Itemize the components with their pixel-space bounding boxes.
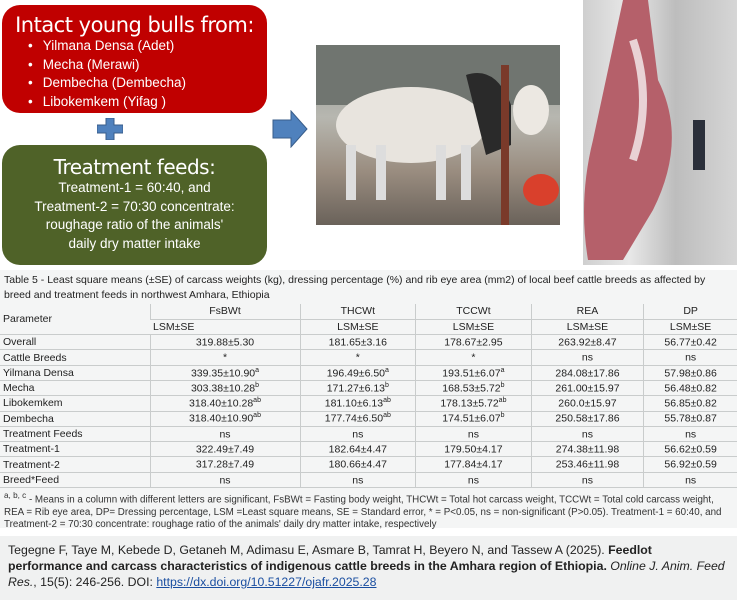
table-header-row: [0, 304, 737, 319]
feeds-box: [2, 145, 267, 265]
row-label: Yilmana Densa: [0, 365, 150, 380]
significance-letter: ab: [383, 397, 391, 405]
feeds-title: Treatment feeds:: [53, 155, 216, 179]
cell-value: 178.67±2.95: [444, 336, 503, 349]
table-cell: [644, 335, 737, 350]
feeds-line: daily dry matter intake: [68, 235, 201, 251]
significance-letter: b: [500, 381, 505, 389]
significance-letter: ab: [253, 412, 261, 420]
cell-value: ns: [581, 474, 594, 487]
cell-value: 174.51±6.07: [442, 412, 501, 425]
cell-value: *: [355, 351, 360, 364]
cell-value: ns: [352, 474, 364, 487]
table-cell: [531, 472, 644, 487]
bull-item: • Libokemkem (Yifag ): [42, 93, 267, 112]
table-cell: [416, 365, 532, 380]
row-label: Dembecha: [0, 411, 150, 426]
cell-value: ns: [352, 428, 364, 441]
cell-value: 303.38±10.28: [190, 382, 256, 395]
table-cell: [150, 426, 300, 441]
table-cell: [416, 442, 532, 457]
citation-details: , 15(5): 246-256. DOI:: [33, 575, 157, 589]
table-cell: [644, 426, 737, 441]
bull-illustration: [316, 45, 560, 225]
feeds-line: roughage ratio of the animals': [45, 217, 224, 232]
citation: Tegegne F, Taye M, Kebede D, Getaneh M, Adimasu E, Asmare B, Tamrat H, Beyero N, and Tassew A (2025). Feedlot performance and carcass characteristics of indigenous cattle breeds in the Amhara region of Ethiopia. Online J. Anim. Feed Res., 15(5): 246-256. DOI: https://dx.doi.org/10.51227/ojafr.2025.28: [0, 536, 737, 600]
cell-value: ns: [467, 474, 479, 487]
cell-value: 318.40±10.28: [189, 397, 254, 410]
citation-authors: Tegegne F, Taye M, Kebede D, Getaneh M, Adimasu E, Asmare B, Tamrat H, Beyero N, and Tassew A (2025).: [8, 543, 609, 557]
significance-letter: ab: [253, 397, 261, 405]
row-label: Treatment-1: [0, 442, 150, 457]
significance-letter: b: [500, 412, 505, 420]
table-row: [0, 365, 737, 380]
cell-value: 181.65±3.16: [328, 336, 387, 349]
footnote-superscript: a, b, c: [4, 491, 27, 501]
results-table-panel: [0, 270, 737, 531]
plus-icon: [97, 118, 123, 140]
cell-value: 274.38±11.98: [555, 443, 620, 456]
cell-value: 284.08±17.86: [555, 367, 620, 380]
bulls-box: [2, 5, 267, 113]
cell-value: ns: [581, 428, 594, 441]
feeds-line: Treatment-1 = 60:40, and: [58, 180, 211, 195]
table-cell: [150, 396, 300, 411]
cell-value: 182.64±4.47: [328, 443, 387, 456]
table-cell: [300, 350, 416, 365]
table-row: [0, 426, 737, 441]
bull-item: • Mecha (Merawi): [42, 56, 267, 75]
cell-value: ns: [467, 428, 479, 441]
cell-value: 253.46±11.98: [555, 458, 620, 471]
carcass-photo: [583, 0, 737, 265]
cell-value: ns: [685, 474, 697, 487]
significance-letter: ab: [383, 412, 391, 420]
cell-value: 318.40±10.90: [189, 412, 254, 425]
table-cell: [300, 426, 416, 441]
table-cell: [300, 472, 416, 487]
cell-value: 261.00±15.97: [555, 382, 620, 395]
table-row: [0, 472, 737, 487]
row-label: Mecha: [0, 380, 150, 395]
table-cell: [416, 380, 532, 395]
table-cell: [531, 411, 644, 426]
cell-value: 193.51±6.07: [442, 367, 501, 380]
table-cell: [416, 411, 532, 426]
cell-value: 55.78±0.87: [664, 412, 717, 425]
table-cell: [644, 472, 737, 487]
significance-letter: ab: [498, 397, 507, 405]
table-cell: [644, 457, 737, 472]
cell-value: 56.77±0.42: [664, 336, 717, 349]
bull-item: • Dembecha (Dembecha): [42, 74, 267, 93]
results-table: [0, 304, 737, 488]
bull-item: • Yilmana Densa (Adet): [42, 37, 267, 56]
table-row: [0, 335, 737, 350]
table-cell: [150, 335, 300, 350]
table-cell: [150, 457, 300, 472]
cell-value: 319.88±5.30: [195, 336, 255, 349]
cell-value: 180.66±4.47: [328, 458, 387, 471]
table-row: [0, 411, 737, 426]
cell-value: 56.62±0.59: [664, 443, 717, 456]
table-caption: Table 5 - Least square means (±SE) of carcass weights (kg), dressing percentage (%) and rib eye area (mm2) of local beef cattle breeds as affected by breed and treatment feeds in northwest Amhara, Ethiopia: [4, 274, 706, 301]
row-label: Cattle Breeds: [0, 350, 150, 365]
header-col: REA: [531, 304, 644, 319]
table-cell: [644, 411, 737, 426]
subheader: LSM±SE: [531, 319, 644, 334]
cell-value: 250.58±17.86: [555, 412, 620, 425]
table-row: [0, 442, 737, 457]
table-cell: [416, 396, 532, 411]
citation-journal: Online J. Anim. Feed Res.: [8, 559, 725, 589]
cell-value: *: [222, 351, 228, 364]
cell-value: ns: [685, 351, 697, 364]
citation-title: Feedlot performance and carcass characteristics of indigenous cattle breeds in the Amhara region of Ethiopia: [8, 543, 652, 573]
cell-value: *: [471, 351, 476, 364]
significance-letter: a: [500, 366, 505, 374]
cell-value: ns: [219, 474, 231, 487]
table-cell: [531, 426, 644, 441]
table-cell: [416, 426, 532, 441]
table-cell: [531, 457, 644, 472]
row-label: Libokemkem: [0, 396, 150, 411]
bulls-title: Intact young bulls from:: [15, 13, 254, 37]
significance-letter: b: [385, 381, 389, 389]
table-cell: [644, 380, 737, 395]
header-col: FsBWt: [150, 304, 300, 319]
cell-value: 56.85±0.82: [664, 397, 717, 410]
table-cell: [644, 442, 737, 457]
table-cell: [150, 411, 300, 426]
row-label: Overall: [0, 335, 150, 350]
significance-letter: a: [255, 366, 260, 374]
header-col: THCWt: [300, 304, 416, 319]
table-cell: [531, 350, 644, 365]
table-cell: [644, 365, 737, 380]
bull-photo: [316, 45, 560, 225]
table-cell: [644, 350, 737, 365]
cell-value: 263.92±8.47: [558, 336, 617, 349]
table-cell: [416, 472, 532, 487]
table-cell: [150, 380, 300, 395]
row-label: Treatment Feeds: [0, 426, 150, 441]
header-col: TCCWt: [416, 304, 532, 319]
row-label: Breed*Feed: [0, 472, 150, 487]
carcass-illustration: [583, 0, 737, 265]
table-cell: [531, 365, 644, 380]
significance-letter: b: [255, 381, 260, 389]
subheader: LSM±SE: [644, 319, 737, 334]
table-cell: [150, 350, 300, 365]
table-cell: [416, 457, 532, 472]
row-label: Treatment-2: [0, 457, 150, 472]
table-cell: [416, 350, 532, 365]
table-cell: [300, 396, 416, 411]
table-cell: [531, 380, 644, 395]
table-cell: [531, 396, 644, 411]
table-cell: [531, 442, 644, 457]
cell-value: ns: [581, 351, 594, 364]
subheader: LSM±SE: [300, 319, 416, 334]
table-cell: [300, 380, 416, 395]
table-cell: [531, 335, 644, 350]
cell-value: 339.35±10.90: [190, 367, 256, 380]
cell-value: 57.98±0.86: [664, 367, 717, 380]
cell-value: 196.49±6.50: [326, 367, 386, 380]
table-footnote: [0, 488, 737, 534]
cell-value: 168.53±5.72: [442, 382, 501, 395]
table-row: [0, 350, 737, 365]
significance-letter: a: [385, 366, 389, 374]
cell-value: 179.50±4.17: [444, 443, 503, 456]
cell-value: 177.84±4.17: [444, 458, 503, 471]
cell-value: 56.48±0.82: [664, 382, 717, 395]
cell-value: 260.0±15.97: [558, 397, 617, 410]
cell-value: 178.13±5.72: [440, 397, 499, 410]
table-row: [0, 396, 737, 411]
feeds-line: Treatment-2 = 70:30 concentrate:: [34, 198, 235, 214]
bulls-list: [42, 37, 267, 111]
doi-link[interactable]: https://dx.doi.org/10.51227/ojafr.2025.28: [156, 575, 377, 589]
arrow-right-icon: [272, 110, 308, 148]
subheader: LSM±SE: [416, 319, 532, 334]
table-cell: [300, 411, 416, 426]
table-cell: [300, 335, 416, 350]
table-cell: [644, 396, 737, 411]
table-cell: [300, 442, 416, 457]
cell-value: 317.28±7.49: [195, 458, 255, 471]
table-cell: [150, 472, 300, 487]
table-cell: [300, 365, 416, 380]
subheader: LSM±SE: [150, 319, 300, 334]
footnote-text: - Means in a column with different letters are significant, FsBWt = Fasting body weight, THCWt = Total hot carcass weight, TCCWt = Total cold carcass weight, REA = Rib eye area, DP= Dressing percentage, LSM =Least square means, SE = Standard error, * = P<0.05, ns = non-significant (P>0.05). Treatment-1 = 60:40, and Treatment-2 = 70:30 concentrate: roughage ratio of the animals' daily dry matter intake, respectively: [4, 494, 722, 531]
cell-value: 177.74±6.50: [324, 412, 384, 425]
table-cell: [150, 365, 300, 380]
cell-value: 171.27±6.13: [326, 382, 386, 395]
cell-value: 322.49±7.49: [195, 443, 255, 456]
cell-value: ns: [219, 428, 231, 441]
header-col: DP: [644, 304, 737, 319]
cell-value: 181.10±6.13: [324, 397, 384, 410]
table-cell: [150, 442, 300, 457]
table-cell: [300, 457, 416, 472]
cell-value: ns: [685, 428, 697, 441]
table-row: [0, 457, 737, 472]
cell-value: 56.92±0.59: [664, 458, 717, 471]
header-parameter: Parameter: [0, 304, 150, 335]
table-row: [0, 380, 737, 395]
table-cell: [416, 335, 532, 350]
